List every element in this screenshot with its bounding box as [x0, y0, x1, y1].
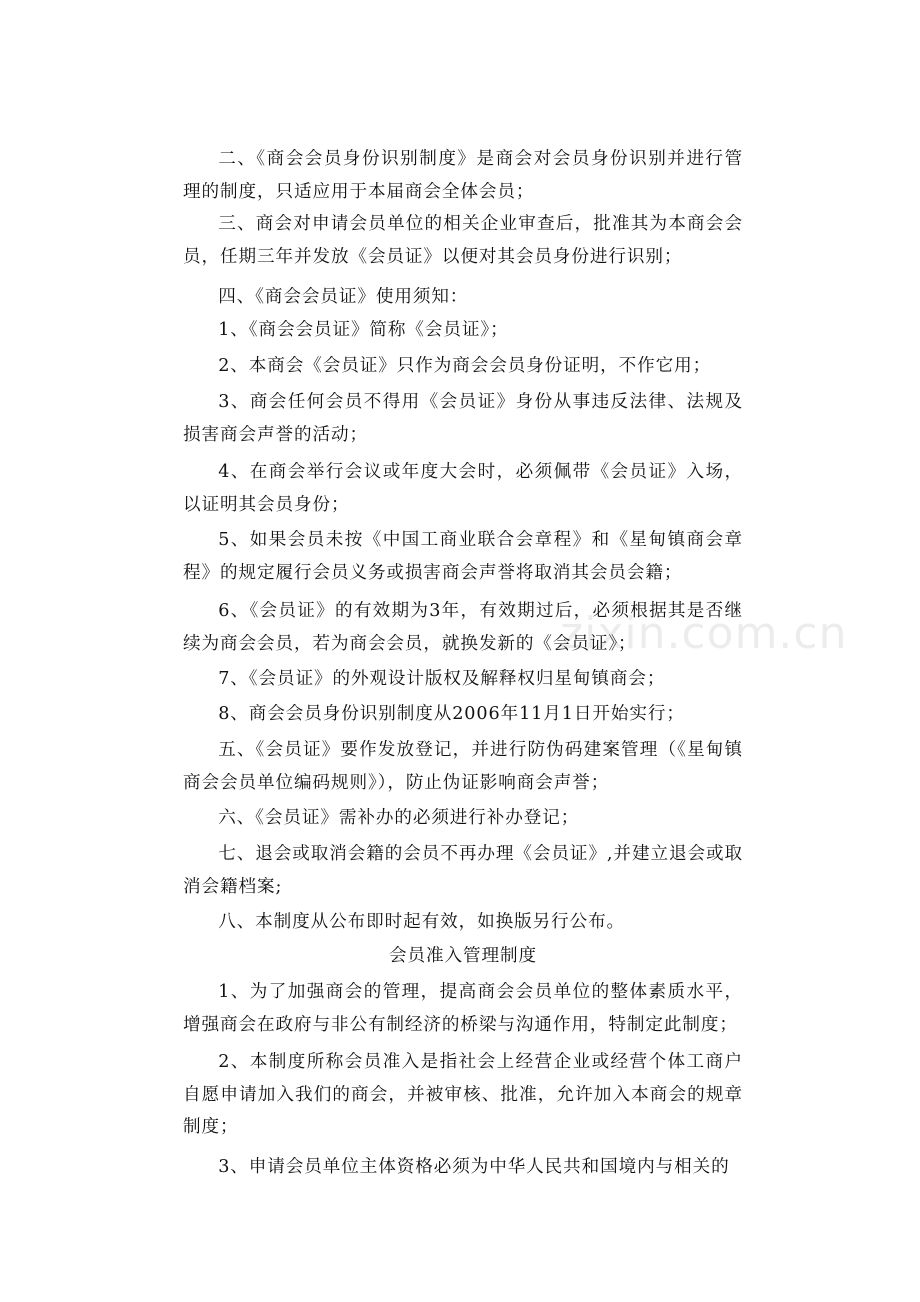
admission-item-2: 2、本制度所称会员准入是指社会上经营企业或经营个体工商户自愿申请加入我们的商会，并被审核、批准，允许加入本商会的规章制度； — [183, 1052, 743, 1137]
paragraph-8: 八、本制度从公布即时起有效，如换版另行公布。 — [218, 912, 626, 932]
paragraph-7: 七、退会或取消会籍的会员不再办理《会员证》,并建立退会或取消会籍档案; — [183, 844, 743, 897]
list-item-5: 5、如果会员未按《中国工商业联合会章程》和《星甸镇商会章程》的规定履行会员义务或损害商会声誉将取消其会员会籍； — [183, 530, 743, 583]
list-item-8: 8、商会会员身份识别制度从2006年11月1日开始实行； — [218, 704, 685, 724]
paragraph-2: 二、《商会会员身份识别制度》是商会对会员身份识别并进行管理的制度，只适应用于本届商会全体会员； — [183, 149, 743, 202]
section-title: 会员准入管理制度 — [389, 946, 537, 966]
list-item-3: 3、商会任何会员不得用《会员证》身份从事违反法律、法规及损害商会声誉的活动； — [183, 392, 743, 445]
watermark: zixin.com.cn — [560, 608, 848, 659]
list-item-7: 7、《会员证》的外观设计版权及解释权归星甸镇商会； — [218, 669, 666, 689]
paragraph-4: 四、《商会会员证》使用须知： — [218, 287, 469, 307]
list-item-1: 1、《商会会员证》简称《会员证》； — [218, 320, 509, 340]
paragraph-3: 三、商会对申请会员单位的相关企业审查后，批准其为本商会会员，任期三年并发放《会员证》以便对其会员身份进行识别； — [183, 214, 743, 267]
list-item-4: 4、在商会举行会议或年度大会时，必须佩带《会员证》入场，以证明其会员身份； — [183, 462, 743, 515]
admission-item-3: 3、申请会员单位主体资格必须为中华人民共和国境内与相关的 — [218, 1157, 730, 1177]
list-item-6: 6、《会员证》的有效期为3年，有效期过后，必须根据其是否继续为商会会员，若为商会会员，就换发新的《会员证》； — [183, 601, 743, 654]
list-item-2: 2、本商会《会员证》只作为商会会员身份证明，不作它用； — [218, 356, 712, 376]
admission-item-1: 1、为了加强商会的管理，提高商会会员单位的整体素质水平，增强商会在政府与非公有制经济的桥梁与沟通作用，特制定此制度； — [183, 982, 743, 1035]
paragraph-5: 五、《会员证》要作发放登记，并进行防伪码建案管理（《星甸镇商会会员单位编码规则》），防止伪证影响商会声誉； — [183, 740, 743, 793]
paragraph-6: 六、《会员证》需补办的必须进行补办登记； — [218, 808, 580, 828]
